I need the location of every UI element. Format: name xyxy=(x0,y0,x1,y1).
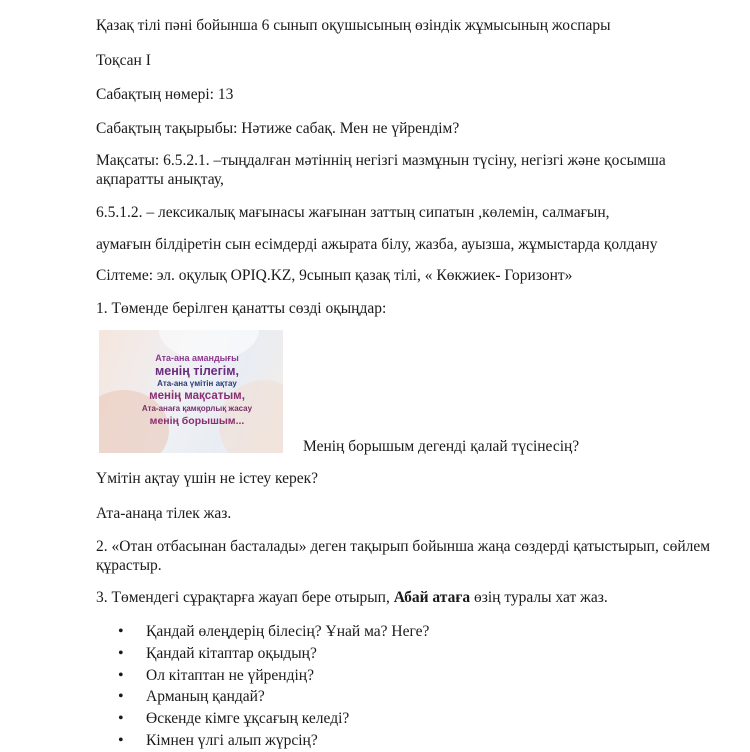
task2-text: 2. «Отан отбасынан басталады» деген тақырып бойынша жаңа сөздерді қатыстырып, сөйлем құрастыр. xyxy=(96,538,711,574)
task1-question-1: Менің борышым дегенді қалай түсінесің? xyxy=(303,438,580,455)
lesson-topic: Сабақтың тақырыбы: Нәтиже сабақ. Мен не үйрендім? xyxy=(96,120,460,137)
task3-bold: Абай атаға xyxy=(393,589,471,606)
lesson-objective-2-line2: аумағын білдіретін сын есімдерді ажырата білу, жазба, ауызша, жұмыстарда қолдану xyxy=(96,236,658,253)
quote-line-5: Ата-анаға қамқорлық жасау xyxy=(141,404,253,413)
task1-question-3: Ата-анаңа тілек жаз. xyxy=(96,505,232,522)
quote-image xyxy=(99,330,283,453)
quote-line-2: менің тілегім, xyxy=(155,364,239,378)
list-item: • Кімнен үлгі алып жүрсің? xyxy=(118,730,429,752)
lesson-objective: Мақсаты: 6.5.2.1. –тыңдалған мәтіннің негізгі мазмұнын түсіну, негізгі және қосымша ақпаратты анықтау, xyxy=(96,152,666,188)
task3-prefix: 3. Төмендегі сұрақтарға жауап бере отырып, xyxy=(96,589,394,606)
task3-suffix: өзің туралы хат жаз. xyxy=(470,589,608,606)
quote-line-6: менің борышым... xyxy=(149,415,245,427)
task3-question-list xyxy=(118,621,429,752)
list-item: • Ол кітаптан не үйрендің? xyxy=(118,665,429,687)
quarter-label: Тоқсан I xyxy=(96,52,151,69)
task3-heading xyxy=(96,588,608,607)
list-item: • Арманың қандай? xyxy=(118,686,429,708)
lesson-objective-2-line1: 6.5.1.2. – лексикалық мағынасы жағынан заттың сипатын ,көлемін, салмағын, xyxy=(96,204,610,221)
list-item: • Қандай кітаптар оқыдың? xyxy=(118,643,429,665)
list-item: • Қандай өлеңдерің білесің? Ұнай ма? Неге? xyxy=(118,621,429,643)
lesson-number: Сабақтың нөмері: 13 xyxy=(96,86,234,103)
quote-line-4: менің мақсатым, xyxy=(149,390,245,402)
reference-line: Сілтеме: эл. оқулық OPIQ.KZ, 9сынып қазақ тілі, « Көкжиек- Горизонт» xyxy=(96,267,573,284)
quote-image-text xyxy=(127,352,267,427)
list-item: • Өскенде кімге ұқсағың келеді? xyxy=(118,708,429,730)
document-title: Қазақ тілі пәні бойынша 6 сынып оқушысының өзіндік жұмысының жоспары xyxy=(96,17,611,34)
quote-line-3: Ата-ана үмітін ақтау xyxy=(157,379,237,388)
quote-line-1: Ата-ана амандығы xyxy=(155,353,239,363)
task1-question-2: Үмітін ақтау үшін не істеу керек? xyxy=(96,470,319,487)
task1-heading: 1. Төменде берілген қанатты сөзді оқыңдар: xyxy=(96,300,387,317)
